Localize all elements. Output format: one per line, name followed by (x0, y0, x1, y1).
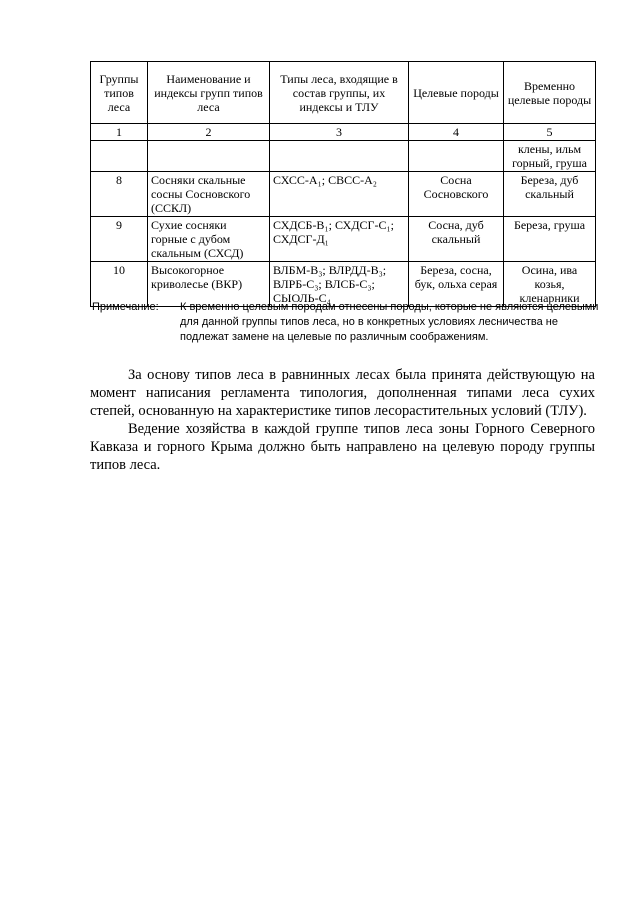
table-cell (270, 141, 409, 172)
table-cell: клены, ильм горный, груша (504, 141, 596, 172)
header-forest-types: Типы леса, входящие в состав группы, их индексы и ТЛУ (270, 62, 409, 124)
target-species: Сосна Сосновского (409, 172, 504, 217)
forest-types: ВЛБМ-В₃; ВЛРДД-В₃; ВЛРБ-С₃; ВЛСБ-С₃; СЫОЛЬ-С₄ (270, 262, 409, 307)
forest-types: СХДСБ-В₁; СХДСГ-С₁; СХДСГ-Д₁ (270, 217, 409, 262)
column-number: 2 (148, 124, 270, 141)
column-number: 4 (409, 124, 504, 141)
forest-types-table (90, 61, 596, 307)
table-row (91, 172, 596, 217)
continuation-row (91, 141, 596, 172)
header-names: Наименование и индексы групп типов леса (148, 62, 270, 124)
forest-types: СХСС-А₁; СВСС-А₂ (270, 172, 409, 217)
column-number: 1 (91, 124, 148, 141)
table-header-row (91, 62, 596, 124)
note-label: Примечание: (92, 301, 159, 313)
group-name: Высокогорное криволесье (ВКР) (148, 262, 270, 307)
group-number: 8 (91, 172, 148, 217)
note-text: К временно целевым породам отнесены породы, которые не являются целевыми для данной группы типов леса, но в конкретных условиях лесничества не подлежат замене на целевые по различным соображениям. (180, 301, 599, 343)
paragraph: Ведение хозяйства в каждой группе типов леса зоны Горного Северного Кавказа и горного Крыма должно быть направлено на целевую породу группы типов леса. (90, 421, 595, 473)
paragraph: За основу типов леса в равнинных лесах была принята действующую на момент написания регламента типология, дополненная типами леса сухих степей, основанную на характеристике типов лесорастительных условий (ТЛУ). (90, 367, 595, 419)
header-temp-target-species: Временно целевые породы (504, 62, 596, 124)
column-number-row (91, 124, 596, 141)
body-text (90, 366, 595, 474)
table-row (91, 217, 596, 262)
temp-target-species: Береза, дуб скальный (504, 172, 596, 217)
temp-target-species: Береза, груша (504, 217, 596, 262)
column-number: 3 (270, 124, 409, 141)
table-cell (409, 141, 504, 172)
target-species: Береза, сосна, бук, ольха серая (409, 262, 504, 307)
header-target-species: Целевые породы (409, 62, 504, 124)
table-cell (91, 141, 148, 172)
group-name: Сосняки скальные сосны Сосновского (ССКЛ) (148, 172, 270, 217)
target-species: Сосна, дуб скальный (409, 217, 504, 262)
group-number: 10 (91, 262, 148, 307)
temp-target-species: Осина, ива козья, кленарники (504, 262, 596, 307)
table-cell (148, 141, 270, 172)
header-groups: Группы типов леса (91, 62, 148, 124)
group-number: 9 (91, 217, 148, 262)
column-number: 5 (504, 124, 596, 141)
group-name: Сухие сосняки горные с дубом скальным (СХСД) (148, 217, 270, 262)
